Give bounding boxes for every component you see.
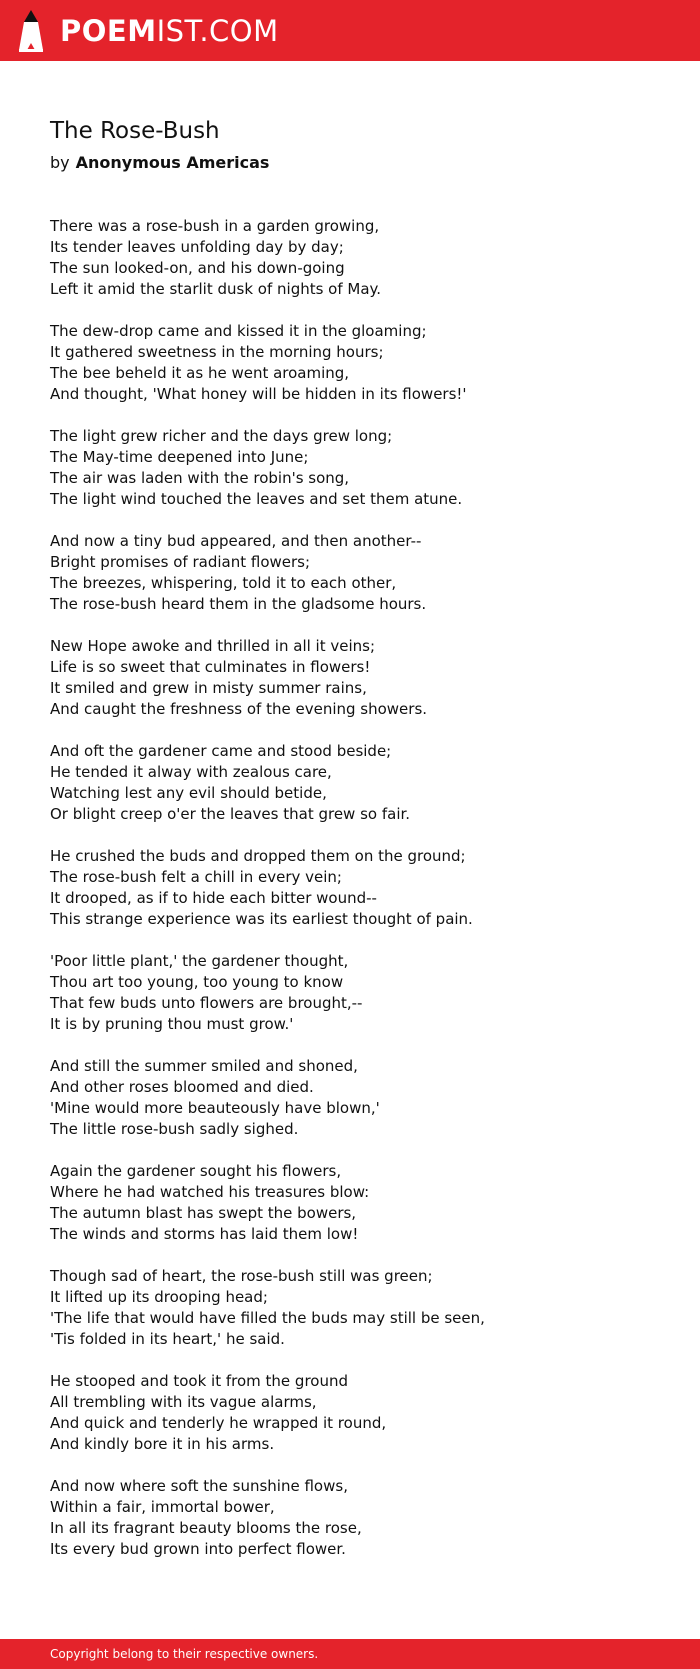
copyright-text: Copyright belong to their respective owners. [50, 1647, 319, 1661]
poem-line: And quick and tenderly he wrapped it round, [50, 1414, 387, 1432]
poem-body [50, 216, 650, 1560]
stanza [50, 636, 650, 720]
logo-light-text: IST.COM [156, 14, 279, 48]
poem-line: The light grew richer and the days grew long; [50, 427, 393, 445]
stanza [50, 531, 650, 615]
poem-line: The dew-drop came and kissed it in the gloaming; [50, 322, 427, 340]
stanza [50, 321, 650, 405]
poem-line: It drooped, as if to hide each bitter wound-- [50, 889, 377, 907]
poem-line: Left it amid the starlit dusk of nights of May. [50, 280, 382, 298]
stanza [50, 1266, 650, 1350]
poem-line: In all its fragrant beauty blooms the rose, [50, 1519, 362, 1537]
site-logo-link[interactable] [18, 9, 279, 53]
poem-line: Its every bud grown into perfect flower. [50, 1540, 346, 1558]
poem-line: The breezes, whispering, told it to each other, [50, 574, 397, 592]
site-footer [0, 1639, 700, 1669]
poem-line: The rose-bush heard them in the gladsome hours. [50, 595, 427, 613]
poem-line: And oft the gardener came and stood beside; [50, 742, 392, 760]
poem-line: All trembling with its vague alarms, [50, 1393, 317, 1411]
poem-line: 'The life that would have filled the buds may still be seen, [50, 1309, 485, 1327]
poem-line: The May-time deepened into June; [50, 448, 309, 466]
stanza [50, 1056, 650, 1140]
poem-line: And still the summer smiled and shoned, [50, 1057, 358, 1075]
stanza [50, 1476, 650, 1560]
site-header [0, 0, 700, 61]
stanza [50, 216, 650, 300]
poem-line: Life is so sweet that culminates in flowers! [50, 658, 371, 676]
poem-line: He crushed the buds and dropped them on the ground; [50, 847, 466, 865]
poem-line: Though sad of heart, the rose-bush still was green; [50, 1267, 433, 1285]
poem-line: Thou art too young, too young to know [50, 973, 344, 991]
poem-line: The light wind touched the leaves and set them atune. [50, 490, 463, 508]
poem-line: Or blight creep o'er the leaves that grew so fair. [50, 805, 411, 823]
poem-line: It is by pruning thou must grow.' [50, 1015, 294, 1033]
poem-line: This strange experience was its earliest thought of pain. [50, 910, 473, 928]
poem-line: 'Poor little plant,' the gardener thought, [50, 952, 349, 970]
poem-line: Where he had watched his treasures blow: [50, 1183, 370, 1201]
stanza [50, 951, 650, 1035]
poem-line: And caught the freshness of the evening showers. [50, 700, 428, 718]
poem-line: That few buds unto flowers are brought,-- [50, 994, 363, 1012]
poem-line: Watching lest any evil should betide, [50, 784, 327, 802]
poem-line: The autumn blast has swept the bowers, [50, 1204, 357, 1222]
stanza [50, 741, 650, 825]
logo-bold-text: POEM [60, 14, 157, 48]
stanza [50, 426, 650, 510]
poem-line: The rose-bush felt a chill in every vein; [50, 868, 342, 886]
poem-line: And now a tiny bud appeared, and then another-- [50, 532, 422, 550]
poem-line: The air was laden with the robin's song, [50, 469, 350, 487]
poem-line: Again the gardener sought his flowers, [50, 1162, 342, 1180]
stanza [50, 846, 650, 930]
poem-line: And kindly bore it in his arms. [50, 1435, 275, 1453]
poem-line: And other roses bloomed and died. [50, 1078, 314, 1096]
poem-line: There was a rose-bush in a garden growing, [50, 217, 380, 235]
poem-line: 'Tis folded in its heart,' he said. [50, 1330, 285, 1348]
poem-line: Within a fair, immortal bower, [50, 1498, 275, 1516]
by-label: by [50, 153, 70, 172]
poem-line: 'Mine would more beauteously have blown,' [50, 1099, 380, 1117]
poem-line: It gathered sweetness in the morning hours; [50, 343, 384, 361]
poem-line: The winds and storms has laid them low! [50, 1225, 359, 1243]
byline [50, 151, 650, 175]
poem-content [50, 112, 650, 1581]
poem-line: And now where soft the sunshine flows, [50, 1477, 348, 1495]
poem-line: Bright promises of radiant flowers; [50, 553, 311, 571]
pencil-icon [18, 10, 44, 52]
poem-title: The Rose-Bush [50, 118, 220, 144]
poem-line: The bee beheld it as he went aroaming, [50, 364, 350, 382]
poem-line: He stooped and took it from the ground [50, 1372, 348, 1390]
poem-line: Its tender leaves unfolding day by day; [50, 238, 344, 256]
stanza [50, 1161, 650, 1245]
poem-line: The sun looked-on, and his down-going [50, 259, 345, 277]
poem-line: The little rose-bush sadly sighed. [50, 1120, 299, 1138]
author-link[interactable]: Anonymous Americas [75, 153, 270, 172]
site-logo-text [60, 9, 279, 53]
poem-line: It smiled and grew in misty summer rains, [50, 679, 367, 697]
poem-line: And thought, 'What honey will be hidden in its flowers!' [50, 385, 467, 403]
poem-line: He tended it alway with zealous care, [50, 763, 332, 781]
poem-line: It lifted up its drooping head; [50, 1288, 268, 1306]
poem-line: New Hope awoke and thrilled in all it veins; [50, 637, 376, 655]
stanza [50, 1371, 650, 1455]
